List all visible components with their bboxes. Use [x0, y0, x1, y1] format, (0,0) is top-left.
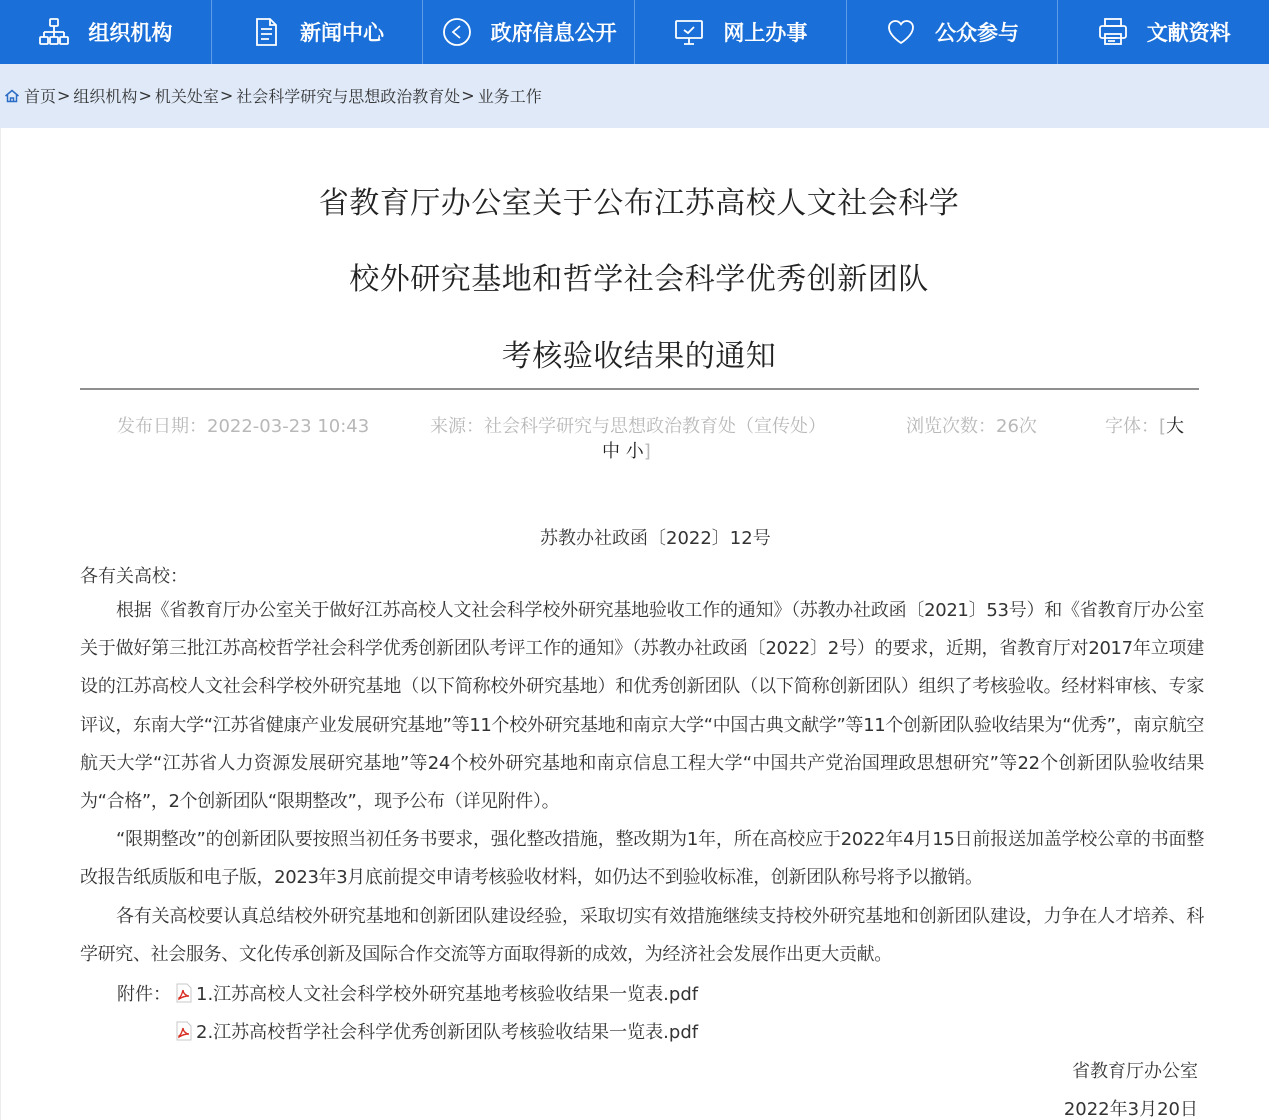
salutation: 各有关高校： [80, 566, 188, 587]
title-divider [80, 388, 1199, 390]
breadcrumb-item[interactable]: 社会科学研究与思想政治教育处 [236, 87, 461, 106]
font-size-control [1105, 412, 1184, 438]
view-count [906, 412, 1037, 438]
org-chart-icon [38, 16, 70, 48]
pdf-icon [174, 983, 194, 1003]
body-paragraph: “限期整改”的创新团队要按照当初任务书要求，强化整改措施，整改期为1年，所在高校应于2022年4月15日前报送加盖学校公章的书面整改报告纸质版和电子版，2023年3月底前提交申请考核验收材料，如仍达不到验收标准，创新团队称号将予以撤销。 [80, 829, 1204, 889]
font-size-small-button[interactable]: 小 [625, 441, 644, 462]
source-label: 来源： [430, 416, 484, 437]
font-size-medium-button[interactable]: 中 [602, 441, 620, 462]
nav-item-gov-info[interactable] [423, 0, 635, 64]
source-value: 社会科学研究与思想政治教育处（宣传处） [484, 416, 826, 437]
attachment-item[interactable] [174, 980, 698, 1006]
font-size-control-wrap [602, 437, 651, 463]
publish-date-label: 发布日期： [117, 416, 207, 437]
monitor-icon [673, 16, 705, 48]
breadcrumb-separator: > [219, 86, 234, 105]
nav-item-org[interactable] [0, 0, 212, 64]
breadcrumb-item[interactable]: 机关处室 [154, 87, 219, 106]
document-number: 苏教办社政函〔2022〕12号 [540, 528, 771, 549]
breadcrumb-separator: > [57, 86, 71, 105]
nav-label: 公众参与 [935, 21, 1020, 45]
attachments-label: 附件： [117, 984, 171, 1005]
article-source [430, 412, 826, 438]
view-count-value: 26次 [996, 416, 1037, 437]
nav-item-news[interactable] [212, 0, 424, 64]
publish-date-value: 2022-03-23 10:43 [207, 416, 370, 437]
font-size-large-button[interactable]: 大 [1166, 416, 1185, 437]
main-nav [0, 0, 1269, 64]
heart-icon [885, 16, 917, 48]
attachment-link[interactable]: 1.江苏高校人文社会科学校外研究基地考核验收结果一览表.pdf [196, 984, 699, 1005]
body-paragraph: 各有关高校要认真总结校外研究基地和创新团队建设经验，采取切实有效措施继续支持校外研究基地和创新团队建设，力争在人才培养、科学研究、社会服务、文化传承创新及国际合作交流等方面取得新的成效，为经济社会发展作出更大贡献。 [80, 906, 1204, 966]
nav-label: 新闻中心 [300, 21, 384, 45]
nav-label: 组织机构 [88, 21, 173, 45]
font-bracket-open: [ [1159, 416, 1167, 437]
attachment-item[interactable] [174, 1018, 698, 1044]
view-count-label: 浏览次数： [906, 416, 996, 437]
signature-org: 省教育厅办公室 [1072, 1061, 1198, 1082]
info-disclosure-icon [441, 16, 473, 48]
article-title-line-3: 考核验收结果的通知 [501, 339, 777, 374]
nav-label: 政府信息公开 [490, 21, 617, 45]
attachment-link[interactable]: 2.江苏高校哲学社会科学优秀创新团队考核验收结果一览表.pdf [196, 1022, 699, 1043]
article [0, 128, 1269, 1120]
home-icon [4, 88, 20, 104]
breadcrumb-separator: > [138, 86, 152, 105]
nav-item-documents[interactable] [1058, 0, 1269, 64]
nav-item-public[interactable] [847, 0, 1059, 64]
pdf-icon [174, 1021, 194, 1041]
article-title-line-1: 省教育厅办公室关于公布江苏高校人文社会科学 [318, 186, 960, 221]
nav-label: 文献资料 [1146, 21, 1231, 45]
signature-date: 2022年3月20日 [1063, 1099, 1198, 1120]
nav-label: 网上办事 [723, 21, 808, 45]
breadcrumb-bar [0, 64, 1269, 128]
breadcrumb-separator: > [461, 86, 475, 105]
nav-item-online-service[interactable] [635, 0, 847, 64]
publish-date [117, 412, 369, 438]
breadcrumb-item[interactable]: 业务工作 [477, 87, 542, 106]
font-bracket-close: ] [643, 441, 651, 462]
font-size-label: 字体： [1105, 416, 1159, 437]
article-title-line-2: 校外研究基地和哲学社会科学优秀创新团队 [349, 262, 929, 297]
breadcrumb [4, 84, 542, 107]
breadcrumb-home[interactable]: 首页 [24, 87, 57, 106]
breadcrumb-item[interactable]: 组织机构 [73, 87, 138, 106]
body-paragraph: 根据《省教育厅办公室关于做好江苏高校人文社会科学校外研究基地验收工作的通知》（苏教办社政函〔2021〕53号）和《省教育厅办公室关于做好第三批江苏高校哲学社会科学优秀创新团队考评工作的通知》（苏教办社政函〔2022〕2号）的要求，近期，省教育厅对2017年立项建设的江苏高校人文社会科学校外研究基地（以下简称校外研究基地）和优秀创新团队（以下简称创新团队）组织了考核验收。经材料审核、专家评议，东南大学“江苏省健康产业发展研究基地”等11个校外研究基地和南京大学“中国古典文献学”等11个创新团队验收结果为“优秀”，南京航空航天大学“江苏省人力资源发展研究基地”等24个校外研究基地和南京信息工程大学“中国共产党治国理政思想研究”等22个创新团队验收结果为“合格”，2个创新团队“限期整改”，现予公布（详见附件）。 [80, 600, 1204, 813]
printer-icon [1097, 16, 1129, 48]
news-document-icon [250, 16, 282, 48]
